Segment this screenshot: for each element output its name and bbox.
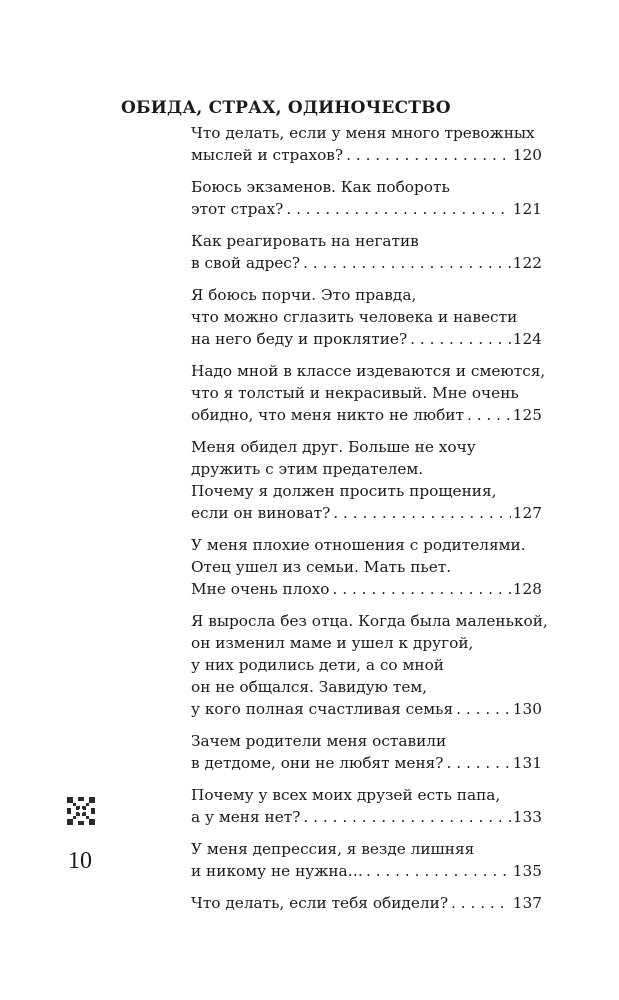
toc-entry-last-line — [191, 252, 542, 274]
toc-entry-text: обидно, что меня никто не любит — [191, 406, 464, 424]
toc-entry-line: Я выросла без отца. Когда была маленькой, — [191, 612, 548, 630]
toc-entry-last-line — [191, 502, 542, 524]
toc-entry-line: Я боюсь порчи. Это правда, — [191, 286, 417, 304]
toc-entry-text: а у меня нет? — [191, 808, 301, 826]
toc-entry[interactable] — [191, 176, 542, 220]
toc-entry[interactable] — [191, 838, 542, 882]
toc-entry-last-line — [191, 198, 542, 220]
toc-entry[interactable] — [191, 230, 542, 274]
toc-entry-page: 128 — [512, 580, 542, 598]
dot-leader — [456, 698, 511, 720]
toc-entry[interactable] — [191, 610, 548, 720]
toc-entry-last-line — [191, 892, 542, 914]
dot-leader — [410, 328, 511, 350]
toc-entry-line: у них родились дети, а со мной — [191, 656, 445, 674]
toc-entry-page: 137 — [512, 894, 542, 912]
toc-entry-page: 121 — [512, 200, 542, 218]
toc-entry-page: 133 — [512, 808, 542, 826]
toc-entry[interactable] — [191, 892, 542, 914]
toc-entry-line: Почему у всех моих друзей есть папа, — [191, 786, 501, 804]
toc-entry-line: Надо мной в классе издеваются и смеются, — [191, 362, 546, 380]
toc-entry-page: 122 — [512, 254, 542, 272]
toc-entry-last-line — [191, 752, 542, 774]
dot-leader — [333, 502, 511, 524]
toc-entry-text: Мне очень плохо — [191, 580, 330, 598]
dot-leader — [303, 806, 510, 828]
snowflake-ornament-icon — [67, 797, 95, 825]
toc-entry-line: Меня обидел друг. Больше не хочу — [191, 438, 476, 456]
toc-entry-line: У меня плохие отношения с родителями. — [191, 536, 526, 554]
section-title: ОБИДА, СТРАХ, ОДИНОЧЕСТВО — [121, 98, 451, 118]
toc-entry-page: 130 — [512, 700, 542, 718]
toc-entry-last-line — [191, 404, 542, 426]
toc-entry-text: в детдоме, они не любят меня? — [191, 754, 444, 772]
toc-entry-last-line — [191, 860, 542, 882]
dot-leader — [333, 578, 511, 600]
toc-entry-line: У меня депрессия, я везде лишняя — [191, 840, 475, 858]
toc-entry-line: что я толстый и некрасивый. Мне очень — [191, 384, 519, 402]
toc-entry-page: 135 — [512, 862, 542, 880]
toc-entry-text: если он виноват? — [191, 504, 331, 522]
page-number: 10 — [68, 848, 92, 874]
dot-leader — [346, 144, 511, 166]
toc-entry[interactable] — [191, 122, 542, 166]
toc-entry-page: 120 — [512, 146, 542, 164]
toc-entry-text: мыслей и страхов? — [191, 146, 344, 164]
toc-entry-text: на него беду и проклятие? — [191, 330, 408, 348]
toc-entry-line: Что делать, если у меня много тревожных — [191, 124, 535, 142]
toc-entry-line: дружить с этим предателем. — [191, 460, 424, 478]
toc-entry-last-line — [191, 698, 542, 720]
dot-leader — [366, 860, 511, 882]
toc-entry-last-line — [191, 144, 542, 166]
dot-leader — [451, 892, 511, 914]
table-of-contents — [191, 122, 548, 924]
toc-entry-line: Зачем родители меня оставили — [191, 732, 447, 750]
toc-entry[interactable] — [191, 730, 542, 774]
toc-entry-line: Отец ушел из семьи. Мать пьет. — [191, 558, 452, 576]
toc-entry-page: 127 — [512, 504, 542, 522]
toc-entry-text: в свой адрес? — [191, 254, 301, 272]
toc-entry[interactable] — [191, 784, 542, 828]
dot-leader — [467, 404, 511, 426]
toc-entry[interactable] — [191, 436, 542, 524]
toc-entry[interactable] — [191, 284, 542, 350]
toc-entry[interactable] — [191, 360, 546, 426]
toc-entry-line: Почему я должен просить прощения, — [191, 482, 497, 500]
toc-entry-page: 125 — [512, 406, 542, 424]
toc-entry-text: этот страх? — [191, 200, 284, 218]
toc-entry-page: 131 — [512, 754, 542, 772]
toc-entry-last-line — [191, 578, 542, 600]
toc-entry-last-line — [191, 328, 542, 350]
dot-leader — [303, 252, 511, 274]
dot-leader — [286, 198, 510, 220]
toc-entry-last-line — [191, 806, 542, 828]
dot-leader — [447, 752, 511, 774]
toc-entry-line: что можно сглазить человека и навести — [191, 308, 518, 326]
toc-entry-text: у кого полная счастливая семья — [191, 700, 454, 718]
toc-entry-line: Боюсь экзаменов. Как побороть — [191, 178, 450, 196]
toc-entry-line: он изменил маме и ушел к другой, — [191, 634, 474, 652]
toc-entry-line: он не общался. Завидую тем, — [191, 678, 428, 696]
toc-entry-page: 124 — [512, 330, 542, 348]
toc-entry-text: и никому не нужна… — [191, 862, 363, 880]
toc-entry[interactable] — [191, 534, 542, 600]
toc-entry-text: Что делать, если тебя обидели? — [191, 894, 449, 912]
toc-entry-line: Как реагировать на негатив — [191, 232, 419, 250]
